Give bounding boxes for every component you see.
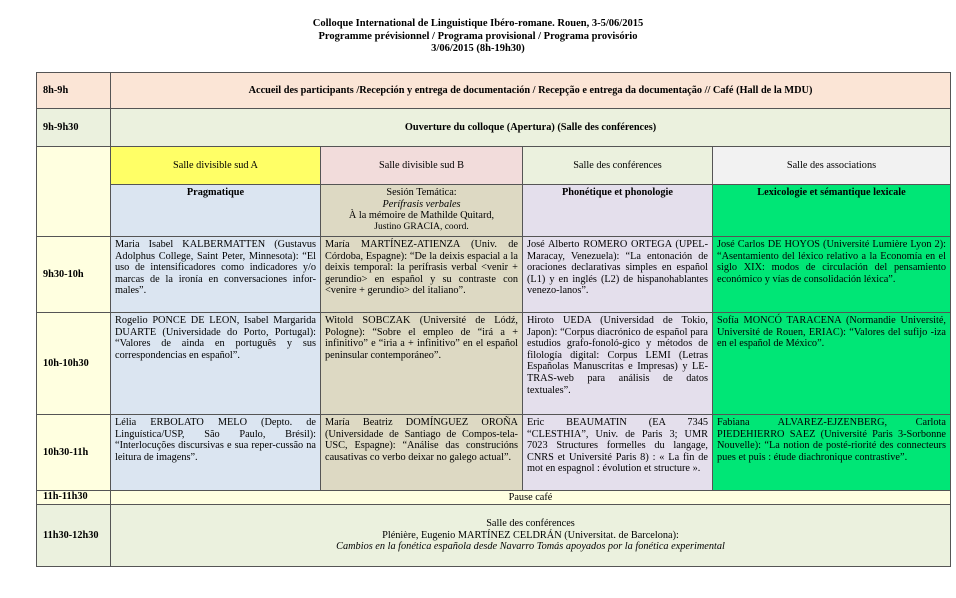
talk-cell: María MARTÍNEZ-ATIENZA (Univ. de Córdoba, Espagne): “De la deixis espacial a la deixis temporal: la perífrasis verbal <venir + gerundio> en español y su contraste con <venire + gerundio> del italiano”. (321, 237, 523, 313)
time-cell: 10h30-11h (37, 415, 111, 491)
row-slot-1 (37, 237, 951, 313)
room-a-header: Salle divisible sud A (111, 147, 321, 185)
theme-c: Phonétique et phonologie (523, 185, 713, 237)
document-header (0, 18, 956, 56)
talk-cell: Lélia ERBOLATO MELO (Depto. de Linguística/USP, São Paulo, Brésil): “Interlocuções discursivas e sua reper-cussão na leitura de imagens”. (111, 415, 321, 491)
room-b-header: Salle divisible sud B (321, 147, 523, 185)
pleniere-speaker: Plénière, Eugenio MARTÍNEZ CELDRÁN (Universitat. de Barcelona): (382, 529, 679, 541)
theme-d: Lexicologie et sémantique lexicale (713, 185, 951, 237)
row-ouverture (37, 109, 951, 147)
pause-cell: Pause café (111, 491, 951, 505)
talk-cell: José Carlos DE HOYOS (Université Lumière Lyon 2): “Asentamiento del léxico relativo a la Economía en el siglo XIX: modos de circulación del pensamiento económico y vías de consolidación léxica”. (713, 237, 951, 313)
talk-cell: Fabiana ALVAREZ-EJZENBERG, Carlota PIEDEHIERRO SAEZ (Université Paris 3-Sorbonne Nouvelle): “La notion de posté-riorité des connecteurs pues et puis : étude diachronique contrastive”. (713, 415, 951, 491)
pleniere-title: Cambios en la fonética española desde Navarro Tomás apoyados por la fonética experimental (336, 541, 725, 553)
talk-cell: Eric BEAUMATIN (EA 7345 “CLESTHIA”, Univ. de Paris 3; UMR 7023 Structures formelles du langage, CNRS et Université Paris 8) : « La fin de mot en espagnol : évolution et structure ». (523, 415, 713, 491)
room-d-header: Salle des associations (713, 147, 951, 185)
row-slot-3 (37, 415, 951, 491)
talk-cell: Witold SOBCZAK (Université de Lódź, Pologne): “Sobre el empleo de “irá a + infinitivo” e “iria a + infinitivo” en el español peninsular contemporáneo”. (321, 313, 523, 415)
room-c-header: Salle des conférences (523, 147, 713, 185)
theme-b-line4: Justino GRACIA, coord. (374, 221, 469, 232)
row-slot-2 (37, 313, 951, 415)
talk-cell: José Alberto ROMERO ORTEGA (UPEL-Maracay, Venezuela): “La entonación de oraciones declarativas simples en español (L1) y en inglés (L2) de hispanohablantes venezo-lanos”. (523, 237, 713, 313)
program-table (36, 72, 951, 567)
row-themes (37, 185, 951, 237)
theme-a: Pragmatique (111, 185, 321, 237)
time-cell: 10h-10h30 (37, 313, 111, 415)
row-accueil (37, 73, 951, 109)
row-pleniere (37, 505, 951, 567)
talk-cell: Hiroto UEDA (Universidad de Tokio, Japon): “Corpus diacrónico de español para estudios grafo-fonoló-gico y métodos de filología digital: Corpus LEMI (Letras Españolas Manuscritas e Impresas) y LE-TRAS-web para análisis de datos textuales”. (523, 313, 713, 415)
accueil-cell: Accueil des participants /Recepción y entrega de documentación / Recepção e entrega da documentação // Café (Hall de la MDU) (111, 73, 951, 109)
time-cell: 9h-9h30 (37, 109, 111, 147)
time-cell: 8h-9h (37, 73, 111, 109)
header-date: 3/06/2015 (8h-19h30) (431, 43, 525, 54)
ouverture-cell: Ouverture du colloque (Apertura) (Salle des conférences) (111, 109, 951, 147)
theme-b-line2: Perífrasis verbales (382, 198, 461, 210)
theme-b-line1: Sesión Temática: (386, 187, 457, 198)
talk-cell: Sofía MONCÓ TARACENA (Normandie Université, Université de Rouen, ERIAC): “Valores del sufijo -iza en el español de México”. (713, 313, 951, 415)
row-rooms (37, 147, 951, 185)
time-cell-empty (37, 147, 111, 237)
time-cell: 11h-11h30 (37, 491, 111, 505)
talk-cell: Maria Isabel KALBERMATTEN (Gustavus Adolphus College, Saint Peter, Minnesota): “El uso de intensificadores como indicadores y/o marcas de la ironía en conversaciones infor-males”. (111, 237, 321, 313)
talk-cell: María Beatriz DOMÍNGUEZ OROÑA (Universidade de Santiago de Compos-tela-USC, Espagne): “Análise das construcións causativas co verbo deixar no galego actual”. (321, 415, 523, 491)
time-cell: 11h30-12h30 (37, 505, 111, 567)
pleniere-cell (111, 505, 951, 567)
header-subtitle: Programme prévisionnel / Programa provisional / Programa provisório (318, 30, 638, 42)
time-cell: 9h30-10h (37, 237, 111, 313)
theme-b-line3: À la mémoire de Mathilde Quitard, (348, 210, 495, 222)
talk-cell: Rogelio PONCE DE LEON, Isabel Margarida DUARTE (Universidade do Porto, Portugal): “Valores de ainda en português y sus correspondencias en español”. (111, 313, 321, 415)
header-title: Colloque International de Linguistique Ibéro-romane. Rouen, 3-5/06/2015 (312, 18, 644, 29)
row-pause (37, 491, 951, 505)
theme-b (321, 185, 523, 237)
pleniere-room: Salle des conférences (486, 518, 575, 530)
